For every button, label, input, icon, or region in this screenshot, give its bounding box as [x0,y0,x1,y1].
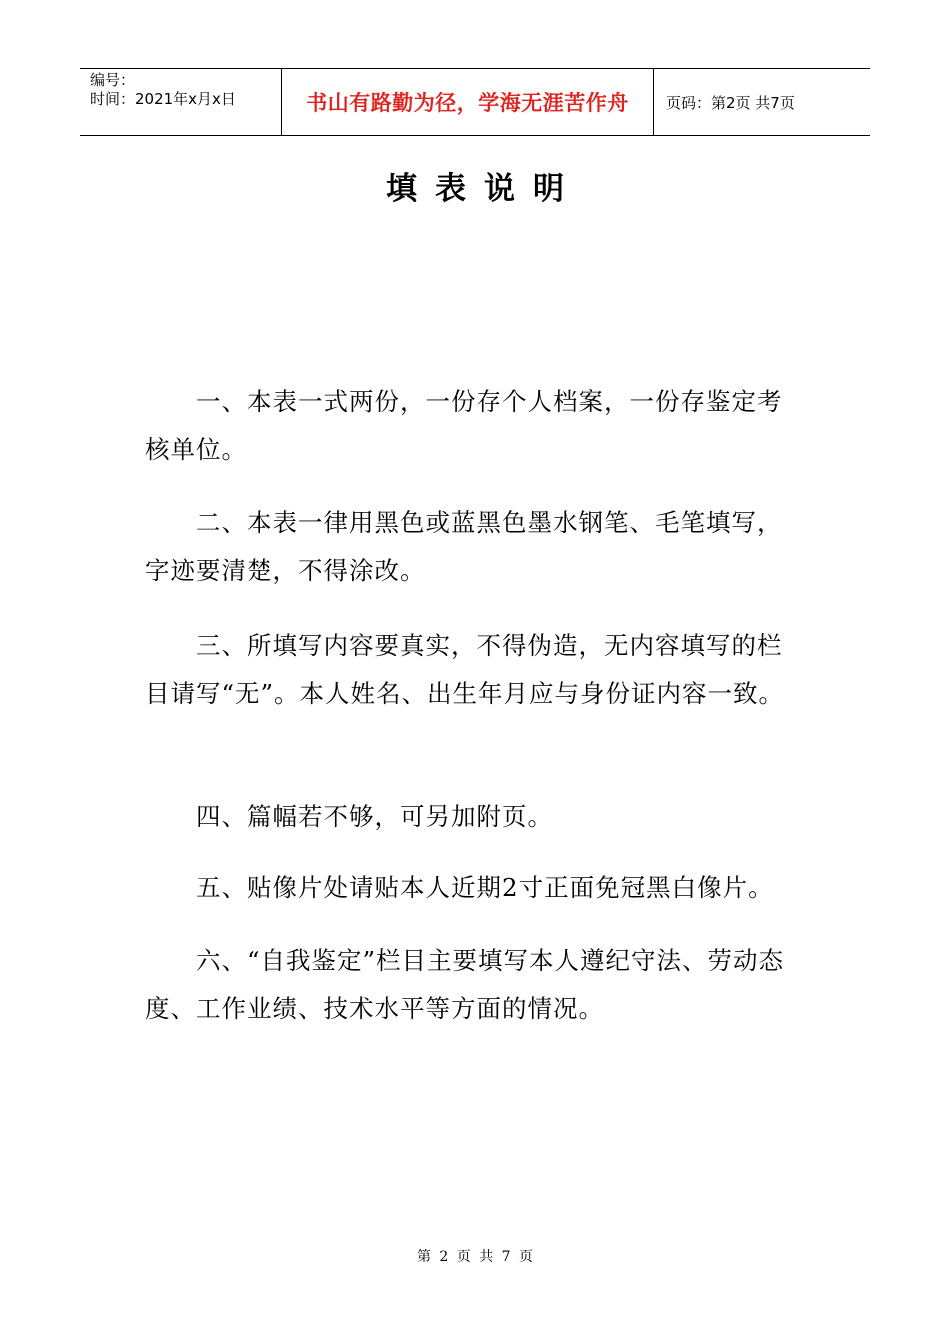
instruction-item-6: 六、“自我鉴定”栏目主要填写本人遵纪守法、劳动态度、工作业绩、技术水平等方面的情况。 [145,946,785,1023]
instruction-item-5: 五、贴像片处请贴本人近期2寸正面免冠黑白像片。 [196,873,774,902]
page-footer: 第 2 页 共 7 页 [416,1249,534,1265]
document-number-label: 编号： [90,71,136,89]
header-motto: 书山有路勤为径，学海无涯苦作舟 [282,69,654,135]
instruction-item-2: 二、本表一律用黑色或蓝黑色墨水钢笔、毛笔填写，字迹要清楚，不得涂改。 [145,508,783,585]
header-page-info: 页码：第2页 共7页 [666,93,795,112]
document-date: 时间：2021年x月x日 [90,90,236,108]
header-meta [80,69,282,135]
instruction-item-3: 三、所填写内容要真实，不得伪造，无内容填写的栏目请写“无”。本人姓名、出生年月应与身份证内容一致。 [145,631,785,708]
instruction-item-4: 四、篇幅若不够，可另加附页。 [196,802,553,831]
page-title: 填表说明 [386,171,582,207]
instruction-item-1: 一、本表一式两份，一份存个人档案，一份存鉴定考核单位。 [145,387,783,464]
page-header [80,68,870,136]
